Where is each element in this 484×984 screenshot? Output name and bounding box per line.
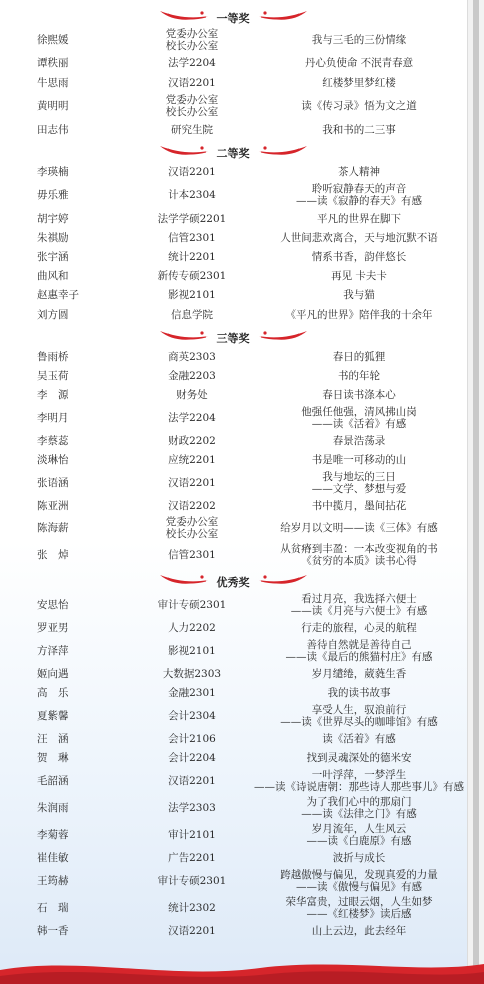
award-row xyxy=(0,541,466,569)
work-title xyxy=(252,925,466,937)
section-header xyxy=(0,569,466,591)
work-title xyxy=(252,852,466,864)
winner-department xyxy=(132,925,252,937)
department-line: 汉语2201 xyxy=(168,476,216,489)
department-line: 法学2204 xyxy=(168,411,216,424)
work-title-line: 《平凡的世界》陪伴我的十余年 xyxy=(285,308,433,321)
work-title-line: 我与三毛的三份情缘 xyxy=(311,34,407,46)
winner-name: 汪 涵 xyxy=(37,732,69,745)
work-title xyxy=(252,289,466,301)
winner-department xyxy=(132,775,252,787)
award-row xyxy=(0,162,466,181)
award-row xyxy=(0,73,466,93)
winner-name: 安思怡 xyxy=(37,598,69,611)
page-edge xyxy=(467,0,484,984)
department-line: 人力2202 xyxy=(168,621,216,634)
work-title xyxy=(252,687,466,699)
department-line: 会计2204 xyxy=(168,751,216,764)
award-row xyxy=(0,93,466,119)
winner-department xyxy=(132,875,252,887)
department-line: 财政2202 xyxy=(168,434,216,447)
work-title-line: 山上云边，此去经年 xyxy=(311,924,407,937)
winner-department xyxy=(132,733,252,745)
work-title-line: ——读《寂静的春天》有感 xyxy=(296,195,422,207)
winner-name: 韩一香 xyxy=(37,924,69,937)
winner-name: 朱祺励 xyxy=(37,231,69,244)
department-line: 会计2106 xyxy=(168,732,216,745)
winner-name: 田志伟 xyxy=(37,123,69,136)
work-title-line: ——读《月亮与六便士》有感 xyxy=(290,604,428,617)
award-row xyxy=(0,748,466,767)
work-title xyxy=(252,406,466,430)
work-title xyxy=(252,213,466,225)
award-row xyxy=(0,821,466,848)
work-title xyxy=(252,351,466,363)
department-line: 影视2101 xyxy=(168,288,216,301)
department-line: 审计2101 xyxy=(168,828,216,841)
work-title-line: 红楼梦里梦红楼 xyxy=(322,77,396,89)
work-title xyxy=(252,543,466,567)
work-title-line: 春景浩荡录 xyxy=(332,434,386,447)
winner-name: 李菊蓉 xyxy=(37,828,69,841)
department-line: 汉语2201 xyxy=(168,774,216,787)
work-title xyxy=(252,435,466,447)
work-title-line: 给岁月以文明——读《三体》有感 xyxy=(280,522,438,534)
department-line: 统计2302 xyxy=(168,901,216,914)
department-line: 应统2201 xyxy=(168,453,216,466)
winner-department xyxy=(132,94,252,118)
winner-department xyxy=(132,549,252,561)
work-title xyxy=(252,796,466,820)
department-line: 党委办公室 xyxy=(165,94,219,106)
winner-name: 毛韶涵 xyxy=(37,774,69,787)
work-title-line: 我与猫 xyxy=(343,288,375,301)
work-title xyxy=(252,522,466,534)
award-row xyxy=(0,385,466,404)
winner-department xyxy=(132,412,252,424)
winner-name: 李蔡蕊 xyxy=(37,434,69,447)
winner-name: 胡宇婷 xyxy=(37,212,69,225)
work-title xyxy=(252,622,466,634)
work-title-line: 平凡的世界在脚下 xyxy=(317,212,401,225)
department-line: 校长办公室 xyxy=(165,528,219,540)
award-row xyxy=(0,729,466,748)
work-title-line: 人世间悲欢离合，天与地沉默不语 xyxy=(280,231,438,244)
work-title xyxy=(252,34,466,46)
section-header xyxy=(0,5,466,27)
winner-department xyxy=(132,710,252,722)
work-title xyxy=(252,668,466,680)
department-line: 汉语2202 xyxy=(168,499,216,512)
department-line: 计本2304 xyxy=(168,189,216,201)
award-row xyxy=(0,450,466,469)
work-title-line: 再见 卡夫卡 xyxy=(331,269,387,282)
work-title xyxy=(252,270,466,282)
work-title xyxy=(252,454,466,466)
department-line: 汉语2201 xyxy=(168,165,216,178)
work-title-line: ——读《活着》有感 xyxy=(311,417,407,430)
department-line: 商英2303 xyxy=(168,350,216,363)
work-title-line: 春日的狐狸 xyxy=(332,350,386,363)
winner-name: 毋乐雅 xyxy=(37,189,69,201)
work-title xyxy=(252,389,466,401)
award-list xyxy=(0,5,466,940)
work-title-line: 我和书的二三事 xyxy=(322,123,396,136)
work-title xyxy=(252,57,466,69)
winner-name: 徐熙媛 xyxy=(37,34,69,46)
winner-department xyxy=(132,435,252,447)
award-row xyxy=(0,347,466,366)
department-line: 广告2201 xyxy=(168,851,216,864)
work-title xyxy=(252,232,466,244)
work-title-line: ——读《傲慢与偏见》有感 xyxy=(296,880,422,893)
winner-department xyxy=(132,289,252,301)
winner-name: 张宇涵 xyxy=(37,250,69,263)
award-row xyxy=(0,209,466,228)
winner-name: 黄明明 xyxy=(37,100,69,112)
work-title-line: 波折与成长 xyxy=(332,851,386,864)
section-title: 二等奖 xyxy=(216,147,250,160)
award-row xyxy=(0,285,466,304)
work-title-line: 享受人生，驭浪前行 xyxy=(311,703,407,716)
award-row xyxy=(0,181,466,209)
award-row xyxy=(0,867,466,894)
winner-name: 高 乐 xyxy=(37,686,69,699)
winner-department xyxy=(132,500,252,512)
winner-department xyxy=(132,599,252,611)
department-line: 信息学院 xyxy=(171,308,213,321)
winner-department xyxy=(132,516,252,540)
winner-department xyxy=(132,57,252,69)
work-title-line: 情系书香，韵伴悠长 xyxy=(311,250,407,263)
work-title xyxy=(252,183,466,207)
work-title-line: 为了我们心中的那扇门 xyxy=(306,795,412,808)
winner-name: 李明月 xyxy=(37,411,69,424)
work-title xyxy=(252,77,466,89)
department-line: 审计专硕2301 xyxy=(157,874,227,887)
work-title xyxy=(252,704,466,728)
winner-department xyxy=(132,351,252,363)
work-title-line: 书是唯一可移动的山 xyxy=(311,453,407,466)
department-line: 会计2304 xyxy=(168,709,216,722)
winner-department xyxy=(132,370,252,382)
department-line: 法学2204 xyxy=(168,57,216,69)
work-title-line: 丹心负使命 不泯青春意 xyxy=(304,57,414,69)
section-header xyxy=(0,140,466,162)
winner-department xyxy=(132,477,252,489)
award-row xyxy=(0,247,466,266)
department-line: 信管2301 xyxy=(168,231,216,244)
winner-department xyxy=(132,232,252,244)
work-title-line: ——读《法律之门》有感 xyxy=(301,807,417,820)
winner-name: 鲁雨桥 xyxy=(37,350,69,363)
work-title-line: 我与地坛的三日 xyxy=(322,470,396,483)
winner-department xyxy=(132,622,252,634)
winner-name: 朱润雨 xyxy=(37,801,69,814)
work-title xyxy=(252,309,466,321)
award-row xyxy=(0,228,466,247)
department-line: 金融2301 xyxy=(168,686,216,699)
work-title-line: 岁月流年，人生风云 xyxy=(311,822,407,835)
department-line: 金融2203 xyxy=(168,369,216,382)
bottom-wave-decoration xyxy=(0,950,484,984)
winner-name: 崔佳敏 xyxy=(37,851,69,864)
award-row xyxy=(0,515,466,541)
department-line: 研究生院 xyxy=(171,123,213,136)
section-title: 三等奖 xyxy=(216,332,250,345)
award-row xyxy=(0,767,466,794)
winner-name: 赵惠幸子 xyxy=(37,288,79,301)
award-row xyxy=(0,53,466,73)
department-line: 校长办公室 xyxy=(165,40,219,52)
work-title xyxy=(252,639,466,663)
award-row xyxy=(0,664,466,683)
winner-name: 谭秩丽 xyxy=(37,57,69,69)
winner-name: 姬向遇 xyxy=(37,667,69,680)
award-row xyxy=(0,266,466,285)
work-title-line: ——文学、梦想与爱 xyxy=(311,482,407,495)
winner-name: 贺 琳 xyxy=(37,751,69,764)
work-title xyxy=(252,896,466,920)
work-title-line: 《贫穷的本质》读书心得 xyxy=(301,555,417,567)
department-line: 统计2201 xyxy=(168,250,216,263)
department-line: 影视2101 xyxy=(168,644,216,657)
award-row xyxy=(0,618,466,637)
award-row xyxy=(0,848,466,867)
work-title xyxy=(252,124,466,136)
winner-department xyxy=(132,309,252,321)
work-title-line: 读《活着》有感 xyxy=(322,732,396,745)
award-row xyxy=(0,794,466,821)
work-title-line: 春日读书涤本心 xyxy=(322,388,396,401)
winner-department xyxy=(132,251,252,263)
work-title-line: ——读《诗说唐朝：那些诗人那些事儿》有感 xyxy=(254,780,464,793)
winner-name: 曲风和 xyxy=(37,269,69,282)
winner-name: 陈海薪 xyxy=(37,522,69,534)
work-title-line: 我的读书故事 xyxy=(327,686,391,699)
department-line: 汉语2201 xyxy=(168,77,216,89)
work-title xyxy=(252,471,466,495)
winner-department xyxy=(132,829,252,841)
work-title-line: 书中揽月，墨间拈花 xyxy=(311,499,407,512)
winner-department xyxy=(132,752,252,764)
winner-name: 吴玉荷 xyxy=(37,369,69,382)
work-title xyxy=(252,823,466,847)
work-title-line: ——《红楼梦》读后感 xyxy=(306,907,412,920)
award-row xyxy=(0,469,466,496)
winner-department xyxy=(132,389,252,401)
winner-department xyxy=(132,687,252,699)
winner-department xyxy=(132,645,252,657)
winner-name: 刘方圆 xyxy=(37,308,69,321)
winner-department xyxy=(132,454,252,466)
department-line: 法学学硕2201 xyxy=(157,212,227,225)
work-title-line: 跨越傲慢与偏见，发现真爱的力量 xyxy=(280,868,438,881)
award-row xyxy=(0,119,466,140)
work-title-line: 荣华富贵，过眼云烟，人生如梦 xyxy=(285,895,433,908)
award-row xyxy=(0,637,466,664)
department-line: 信管2301 xyxy=(168,549,216,561)
winner-department xyxy=(132,852,252,864)
winner-name: 夏紫馨 xyxy=(37,709,69,722)
winner-department xyxy=(132,802,252,814)
department-line: 审计专硕2301 xyxy=(157,598,227,611)
winner-department xyxy=(132,166,252,178)
award-row xyxy=(0,27,466,53)
work-title-line: 行走的旅程，心灵的航程 xyxy=(301,621,417,634)
work-title-line: ——读《最后的熊猫村庄》有感 xyxy=(285,650,433,663)
department-line: 新传专硕2301 xyxy=(157,269,227,282)
section-header xyxy=(0,325,466,347)
winner-name: 罗亚男 xyxy=(37,621,69,634)
work-title xyxy=(252,251,466,263)
award-row xyxy=(0,921,466,940)
work-title-line: ——读《世界尽头的咖啡馆》有感 xyxy=(280,715,438,728)
award-row xyxy=(0,304,466,325)
work-title-line: 善待自然就是善待自己 xyxy=(306,638,412,651)
work-title xyxy=(252,100,466,112)
department-line: 法学2303 xyxy=(168,801,216,814)
winner-department xyxy=(132,213,252,225)
work-title-line: 聆听寂静春天的声音 xyxy=(311,183,407,195)
winner-name: 淡琳怡 xyxy=(37,453,69,466)
winner-name: 王筠赫 xyxy=(37,874,69,887)
work-title-line: 找到灵魂深处的德米安 xyxy=(306,751,412,764)
winner-name: 张 焯 xyxy=(37,549,69,561)
department-line: 校长办公室 xyxy=(165,106,219,118)
work-title-line: 书的年轮 xyxy=(338,369,380,382)
work-title-line: 从贫瘠到丰盈：一本改变视角的书 xyxy=(280,543,438,555)
work-title xyxy=(252,733,466,745)
award-row xyxy=(0,702,466,729)
award-row xyxy=(0,683,466,702)
work-title-line: 他强任他强，清风拂山岗 xyxy=(301,405,417,418)
winner-name: 陈亚洲 xyxy=(37,499,69,512)
section-title: 优秀奖 xyxy=(216,576,250,589)
work-title-line: 看过月亮，我选择六便士 xyxy=(301,592,417,605)
work-title-line: 岁月缱绻，葳蕤生香 xyxy=(311,667,407,680)
award-row xyxy=(0,894,466,921)
section-title: 一等奖 xyxy=(216,12,250,25)
winner-department xyxy=(132,902,252,914)
award-row xyxy=(0,496,466,515)
winner-department xyxy=(132,270,252,282)
work-title xyxy=(252,500,466,512)
winner-department xyxy=(132,77,252,89)
scrollbar-track xyxy=(473,0,479,984)
winner-department xyxy=(132,189,252,201)
work-title-line: 读《传习录》悟为文之道 xyxy=(301,100,417,112)
work-title xyxy=(252,166,466,178)
work-title xyxy=(252,869,466,893)
work-title xyxy=(252,769,466,793)
winner-name: 方泽萍 xyxy=(37,644,69,657)
work-title-line: ——读《白鹿原》有感 xyxy=(306,834,412,847)
winner-name: 牛思雨 xyxy=(37,77,69,89)
work-title-line: 一叶浮萍，一梦浮生 xyxy=(311,768,407,781)
winner-department xyxy=(132,668,252,680)
work-title xyxy=(252,752,466,764)
work-title xyxy=(252,593,466,617)
winner-name: 李 源 xyxy=(37,388,69,401)
work-title xyxy=(252,370,466,382)
winner-name: 石 瑞 xyxy=(37,901,69,914)
work-title-line: 茶人精神 xyxy=(338,165,380,178)
winner-department xyxy=(132,28,252,52)
winner-department xyxy=(132,124,252,136)
winner-name: 张语涵 xyxy=(37,476,69,489)
winner-name: 李瑛楠 xyxy=(37,165,69,178)
department-line: 大数据2303 xyxy=(162,667,222,680)
department-line: 汉语2201 xyxy=(168,924,216,937)
award-row xyxy=(0,366,466,385)
award-row xyxy=(0,431,466,450)
department-line: 党委办公室 xyxy=(165,28,219,40)
department-line: 党委办公室 xyxy=(165,516,219,528)
department-line: 财务处 xyxy=(176,388,208,401)
award-row xyxy=(0,591,466,618)
award-row xyxy=(0,404,466,431)
